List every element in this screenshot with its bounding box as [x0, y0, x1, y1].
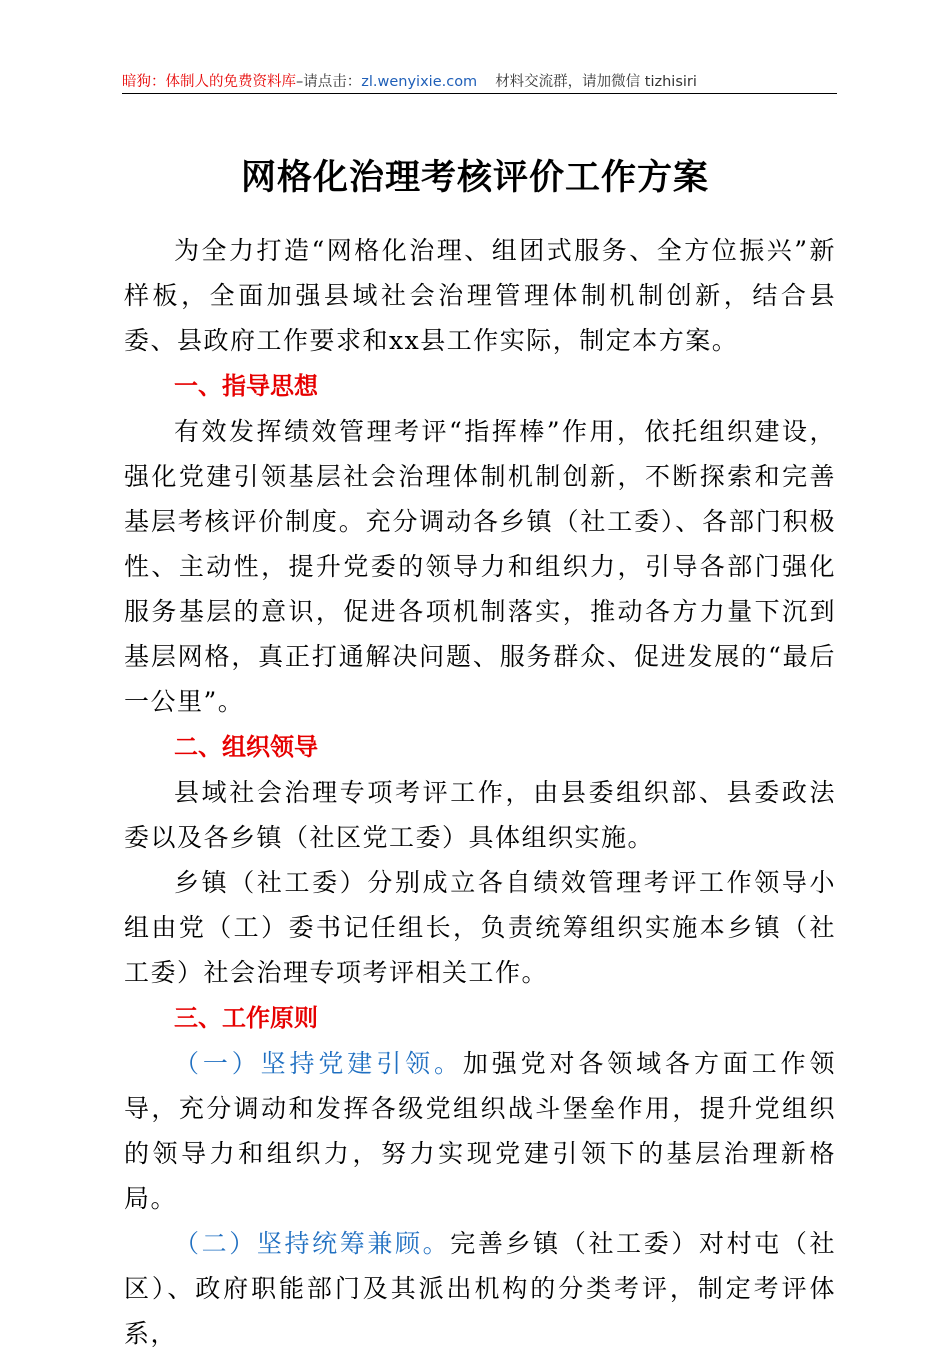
principle-label: （一）坚持党建引领。: [174, 1049, 463, 1078]
page-header: [122, 70, 837, 94]
organization-paragraph-2: 乡镇（社工委）分别成立各自绩效管理考评工作领导小组由党（工）委书记任组长，负责统筹组织实施本乡镇（社工委）社会治理专项考评相关工作。: [124, 868, 836, 987]
header-contact: 材料交流群，请加微信 tizhisiri: [495, 74, 697, 90]
organization-paragraph-1: 县域社会治理专项考评工作，由县委组织部、县委政法委以及各乡镇（社区党工委）具体组织实施。: [124, 778, 836, 852]
principle-label: （二）坚持统筹兼顾。: [174, 1229, 451, 1258]
header-url-link[interactable]: zl.wenyixie.com: [361, 74, 478, 90]
header-divider: [122, 93, 837, 94]
intro-paragraph: 为全力打造“网格化治理、组团式服务、全方位振兴”新样板，全面加强县域社会治理管理体制机制创新，结合县委、县政府工作要求和xx县工作实际，制定本方案。: [124, 236, 836, 355]
document-body: [124, 228, 836, 1356]
document-title: 网格化治理考核评价工作方案: [240, 157, 709, 198]
section-heading-guiding-thought: 一、指导思想: [174, 372, 318, 400]
section-heading-organization: 二、组织领导: [174, 733, 318, 761]
principle-text: 完善乡镇（社工委）对村屯（社区）、政府职能部门及其派出机构的分类考评，制定考评体系，: [124, 1229, 836, 1348]
header-brand: 暗狗：体制人的免费资料库: [122, 74, 296, 90]
guiding-thought-paragraph: 有效发挥绩效管理考评“指挥棒”作用，依托组织建设，强化党建引领基层社会治理体制机制创新，不断探索和完善基层考核评价制度。充分调动各乡镇（社工委）、各部门积极性、主动性，提升党委的领导力和组织力，引导各部门强化服务基层的意识，促进各项机制落实，推动各方力量下沉到基层网格，真正打通解决问题、服务群众、促进发展的“最后一公里”。: [124, 417, 836, 716]
section-heading-principles: 三、工作原则: [174, 1004, 318, 1032]
principle-item: [124, 1221, 836, 1356]
principle-text: 加强党对各领域各方面工作领导，充分调动和发挥各级党组织战斗堡垒作用，提升党组织的领导力和组织力，努力实现党建引领下的基层治理新格局。: [124, 1049, 836, 1213]
header-prompt: –请点击：: [296, 74, 362, 90]
principle-item: [124, 1041, 836, 1221]
